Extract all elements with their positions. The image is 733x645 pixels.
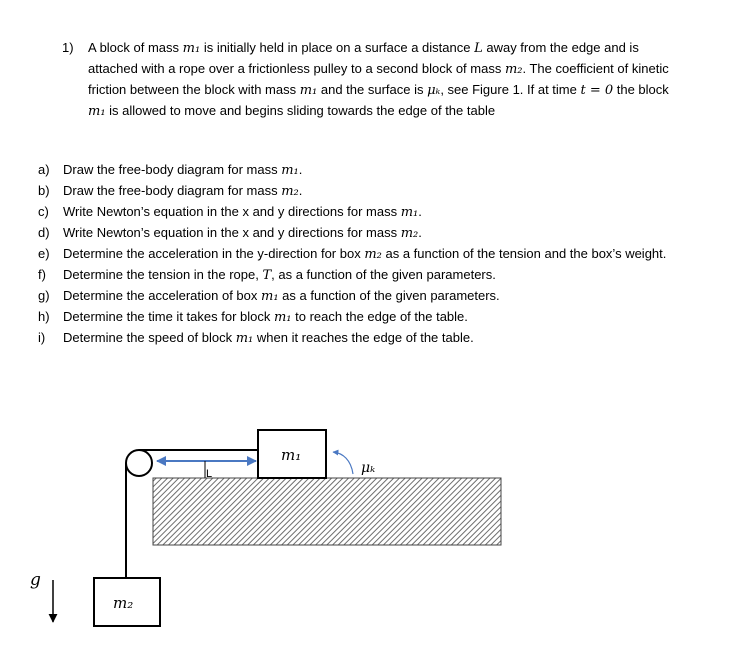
task-label: g) bbox=[38, 288, 50, 303]
problem-text-segment: , see Figure 1. If at time bbox=[440, 82, 581, 97]
math-symbol: m₂ bbox=[281, 184, 299, 199]
task-text: . bbox=[298, 162, 303, 177]
gravity-label: g bbox=[30, 570, 41, 590]
problem-text-segment: . The coefficient of kinetic friction between the block with mass bbox=[88, 61, 669, 97]
math-symbol: T bbox=[262, 268, 272, 283]
task-label: c) bbox=[38, 204, 49, 219]
task-text: . bbox=[418, 204, 422, 219]
problem-text-segment: is initially held in place on a surface a distance bbox=[200, 40, 475, 55]
task-text: , as a function of the given parameters. bbox=[271, 267, 496, 282]
friction-arrow bbox=[333, 452, 353, 474]
task-label: h) bbox=[38, 309, 50, 324]
distance-label: L bbox=[206, 468, 213, 480]
task-text: Determine the tension in the rope, bbox=[63, 267, 263, 282]
task-text: . bbox=[418, 225, 422, 240]
task-text: when it reaches the edge of the table. bbox=[253, 330, 474, 345]
math-symbol: L bbox=[474, 41, 483, 56]
task-text: Draw the free-body diagram for mass bbox=[63, 162, 282, 177]
problem-text-segment: away from the edge and is attached with a rope over a frictionless pulley to a second block of mass bbox=[88, 40, 639, 76]
math-symbol: m₁ bbox=[261, 289, 279, 304]
problem-number: 1) bbox=[62, 40, 74, 55]
task-label: f) bbox=[38, 267, 46, 282]
math-symbol: m₁ bbox=[182, 41, 201, 56]
pulley bbox=[126, 450, 152, 476]
friction-label: μₖ bbox=[361, 460, 376, 476]
task-label: e) bbox=[38, 246, 50, 261]
math-symbol: m₁ bbox=[281, 163, 299, 178]
problem-text-segment: is allowed to move and begins sliding towards the edge of the table bbox=[105, 103, 496, 118]
task-text: as a function of the given parameters. bbox=[278, 288, 500, 303]
problem-text-segment: the block bbox=[613, 82, 669, 97]
task-label: b) bbox=[38, 183, 50, 198]
task-label: i) bbox=[38, 330, 46, 345]
math-symbol: t = 0 bbox=[580, 83, 614, 98]
task-label: a) bbox=[38, 162, 50, 177]
block-m2-label: m₂ bbox=[113, 594, 134, 612]
task-text: . bbox=[298, 183, 303, 198]
math-symbol: m₁ bbox=[400, 205, 419, 220]
task-text: Determine the acceleration in the y-direction for box bbox=[63, 246, 365, 261]
task-label: d) bbox=[38, 225, 50, 240]
math-symbol: m₁ bbox=[273, 310, 292, 325]
task-text: Write Newton’s equation in the x and y directions for mass bbox=[63, 225, 401, 240]
task-text: Write Newton’s equation in the x and y directions for mass bbox=[63, 204, 401, 219]
task-text: Determine the acceleration of box bbox=[63, 288, 261, 303]
math-symbol: m₁ bbox=[235, 331, 254, 346]
problem-text-segment: A block of mass bbox=[88, 40, 183, 55]
task-text: as a function of the tension and the box’s weight. bbox=[381, 246, 667, 261]
math-symbol: m₂ bbox=[400, 226, 419, 241]
math-symbol: μₖ bbox=[427, 83, 441, 98]
task-text: Determine the speed of block bbox=[63, 330, 236, 345]
math-symbol: m₁ bbox=[88, 104, 106, 119]
task-text: Determine the time it takes for block bbox=[63, 309, 274, 324]
block-m1-label: m₁ bbox=[281, 446, 302, 464]
math-symbol: m₁ bbox=[299, 83, 318, 98]
task-text: to reach the edge of the table. bbox=[291, 309, 468, 324]
table-surface bbox=[153, 478, 501, 545]
math-symbol: m₂ bbox=[504, 62, 523, 77]
problem-text-segment: and the surface is bbox=[317, 82, 428, 97]
task-text: Draw the free-body diagram for mass bbox=[63, 183, 282, 198]
math-symbol: m₂ bbox=[364, 247, 382, 262]
